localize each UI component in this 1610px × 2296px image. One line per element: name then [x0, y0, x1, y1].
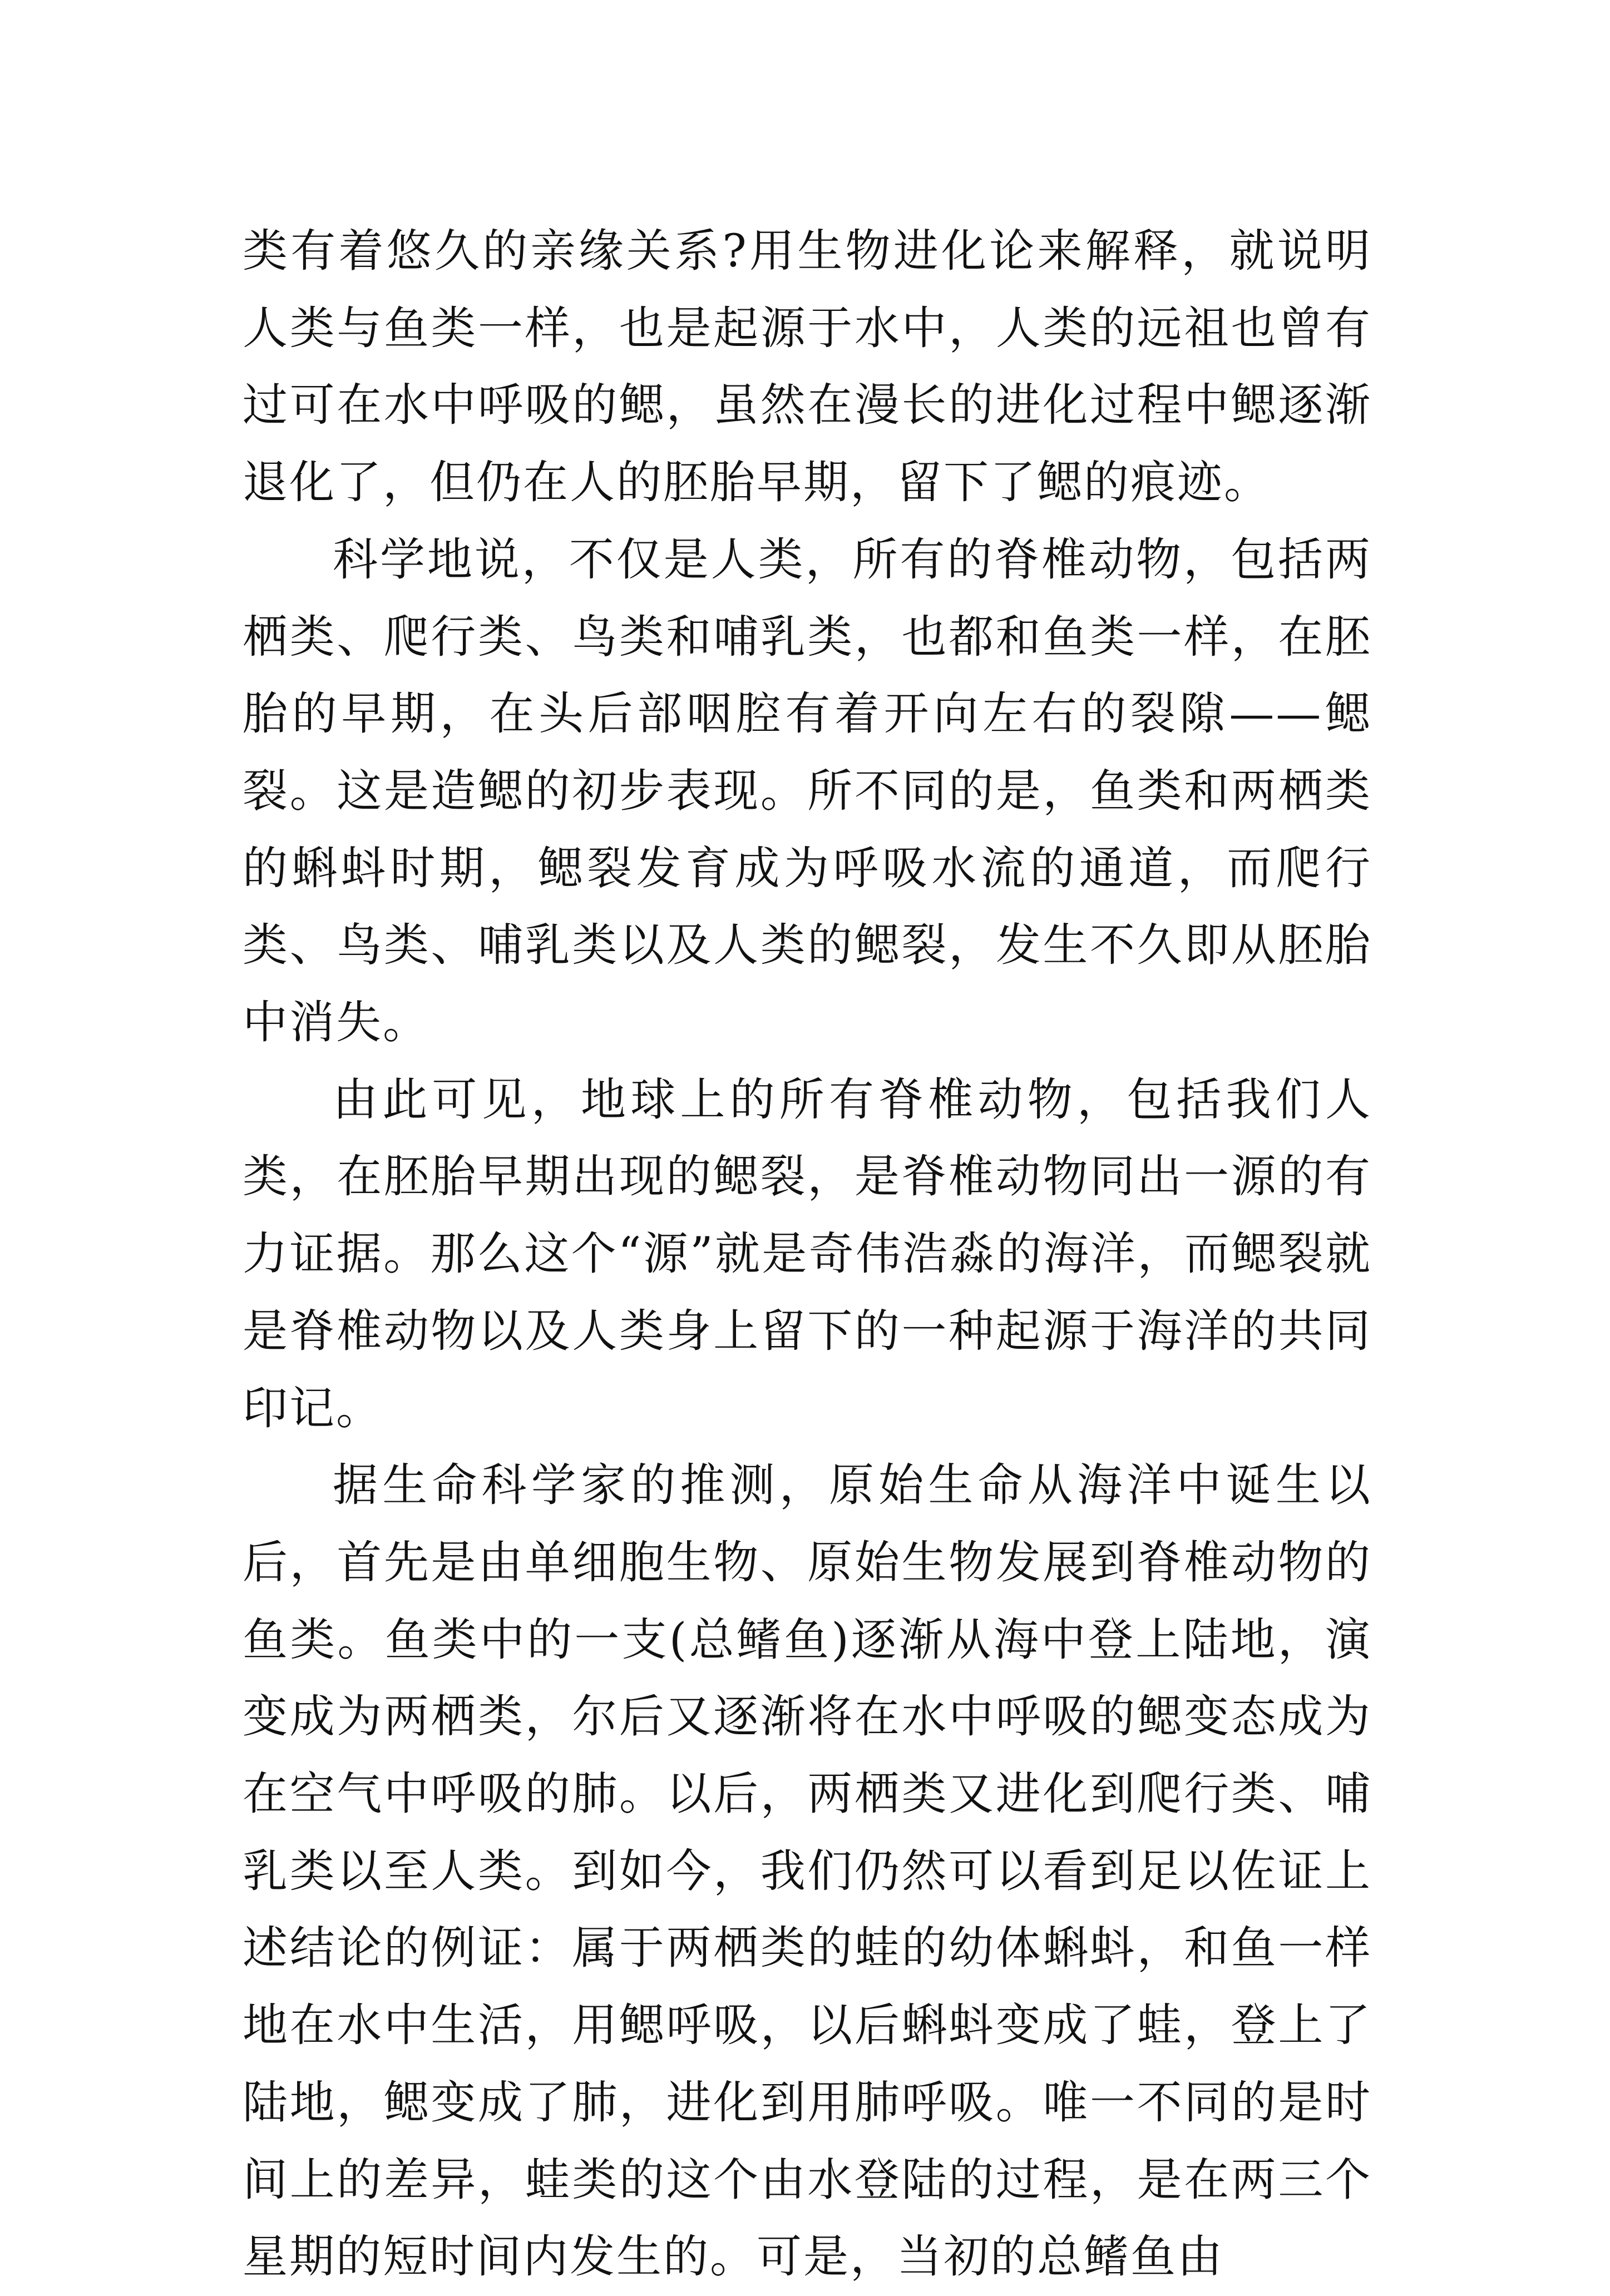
- document-body: [243, 213, 1372, 2296]
- paragraph-continuation: 类有着悠久的亲缘关系?用生物进化论来解释，就说明人类与鱼类一样，也是起源于水中，人类的远祖也曾有过可在水中呼吸的鳃，虽然在漫长的进化过程中鳃逐渐退化了，但仍在人的胚胎早期，留下了鳃的痕迹。: [243, 225, 1372, 509]
- paragraph-common-origin: 由此可见，地球上的所有脊椎动物，包括我们人类，在胚胎早期出现的鳃裂，是脊椎动物同出一源的有力证据。那么这个“源”就是奇伟浩淼的海洋，而鳃裂就是脊椎动物以及人类身上留下的一种起源于海洋的共同印记。: [243, 1073, 1372, 1435]
- paragraph-gill-slits: 科学地说，不仅是人类，所有的脊椎动物，包括两栖类、爬行类、鸟类和哺乳类，也都和鱼类一样，在胚胎的早期，在头后部咽腔有着开向左右的裂隙——鳃裂。这是造鳃的初步表现。所不同的是，鱼类和两栖类的蝌蚪时期，鳃裂发育成为呼吸水流的通道，而爬行类、鸟类、哺乳类以及人类的鳃裂，发生不久即从胚胎中消失。: [243, 533, 1372, 1050]
- paragraph-evolution: 据生命科学家的推测，原始生命从海洋中诞生以后，首先是由单细胞生物、原始生物发展到脊椎动物的鱼类。鱼类中的一支(总鳍鱼)逐渐从海中登上陆地，演变成为两栖类，尔后又逐渐将在水中呼吸的鳃变态成为在空气中呼吸的肺。以后，两栖类又进化到爬行类、哺乳类以至人类。到如今，我们仍然可以看到足以佐证上述结论的例证：属于两栖类的蛙的幼体蝌蚪，和鱼一样地在水中生活，用鳃呼吸，以后蝌蚪变成了蛙，登上了陆地，鳃变成了肺，进化到用肺呼吸。唯一不同的是时间上的差异，蛙类的这个由水登陆的过程，是在两三个星期的短时间内发生的。可是，当初的总鳍鱼由: [243, 1459, 1372, 2284]
